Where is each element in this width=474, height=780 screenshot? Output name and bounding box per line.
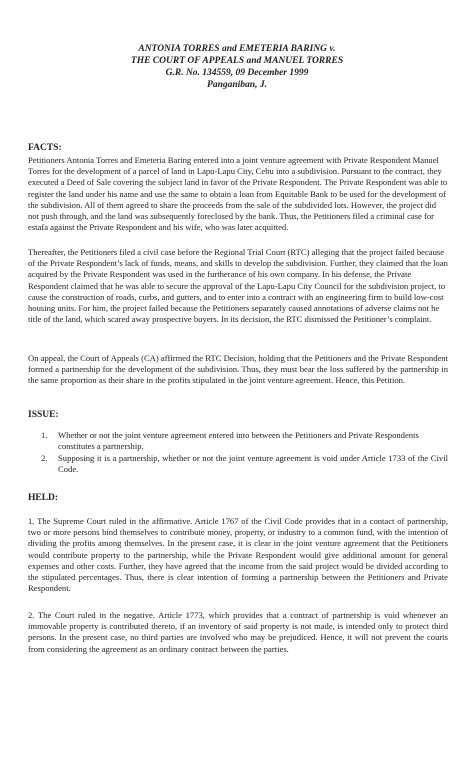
issue-item-number: 1. bbox=[41, 430, 48, 440]
facts-paragraph-2: Thereafter, the Petitioners filed a civil case before the Regional Trial Court (RTC) alleging that the project failed because of the Private Respondent’s lack of funds, means, and skills to develop the subdivision. Further, they claimed that the loan acquired by the Private Respondent was used in the furtherance of his own company. In his defense, the Private Respondent claimed that he was able to secure the approval of the Lapu-Lapu City Council for the subdivision project, to cause the construction of roads, curbs, and gutters, and to enter into a contract with an engineering firm to build low-cost housing units. For him, the project failed because the Petitioners separately caused annotations of adverse claims not he title of the land, which scared away prospective buyers. In its decision, the RTC dismissed the Petitioner’s complaint. bbox=[28, 247, 448, 325]
held-paragraph-2: 2. The Court ruled in the negative. Article 1773, which provides that a contract of partnership is void whenever an immovable property is contributed thereto, if an inventory of said property is not made, is intended only to protect third persons. In the present case, no third parties are involved who may be prejudiced. Hence, it will not prevent the courts from considering the agreement as an ordinary contract between the parties. bbox=[28, 610, 448, 654]
held-paragraph-1: 1. The Supreme Court ruled in the affirmative. Article 1767 of the Civil Code provides that in a contact of partnership, two or more persons bind themselves to contribute money, property, or industry to a common fund, with the intention of dividing the profits among themselves. In the present case, it is clear in the joint venture agreement that the Petitioners would contribute property to the partnership, while the Private Respondent would give additional amount for general expenses and other costs. Further, they have agreed that the income from the said project would be divided according to the stipulated percentages. Thus, there is clear intention of forming a partnership between the Petitioners and Private Respondent. bbox=[28, 516, 448, 594]
facts-paragraph-3: On appeal, the Court of Appeals (CA) affirmed the RTC Decision, holding that the Petitioners and the Private Respondent formed a partnership for the development of the subdivision. Thus, they must bear the loss suffered by the partnership in the same proportion as their share in the profits stipulated in the joint venture agreement. Hence, this Petition. bbox=[28, 353, 448, 386]
facts-paragraph-1: Petitioners Antonia Torres and Emeteria Baring entered into a joint venture agreement with Private Respondent Manuel Torres for the development of a parcel of land in Lapu-Lapu City, Cebu into a subdivision. Pursuant to the contract, they executed a Deed of Sale covering the subject land in favor of the Private Respondent. The Private Respondent was able to register the land under his name and use the same to obtain a loan from Equitable Bank to be used for the development of the subdivision. All of them agreed to share the proceeds from the sale of the subdivided lots. However, the project did not push through, and the land was subsequently foreclosed by the bank. Thus, the Petitioners filed a criminal case for estafa against the Private Respondent and his wife, who was later acquitted. bbox=[28, 155, 448, 233]
case-citation: G.R. No. 134559, 09 December 1999 bbox=[165, 68, 309, 78]
case-header bbox=[0, 43, 474, 91]
ponente: Panganiban, J. bbox=[207, 80, 267, 90]
issue-item-text: Supposing it is a partnership, whether or not the joint venture agreement is void under Article 1733 of the Civil Code. bbox=[58, 453, 448, 475]
held-heading: HELD: bbox=[28, 493, 59, 503]
issue-item-text: Whether or not the joint venture agreement entered into between the Petitioners and Private Respondents constitutes a partnership. bbox=[58, 430, 419, 452]
case-title-line-1: ANTONIA TORRES and EMETERIA BARING v. bbox=[138, 44, 336, 54]
case-title-line-2: THE COURT OF APPEALS and MANUEL TORRES bbox=[130, 56, 344, 66]
facts-heading: FACTS: bbox=[28, 143, 62, 153]
issue-item-number: 2. bbox=[41, 453, 48, 463]
issue-heading: ISSUE: bbox=[28, 410, 59, 420]
